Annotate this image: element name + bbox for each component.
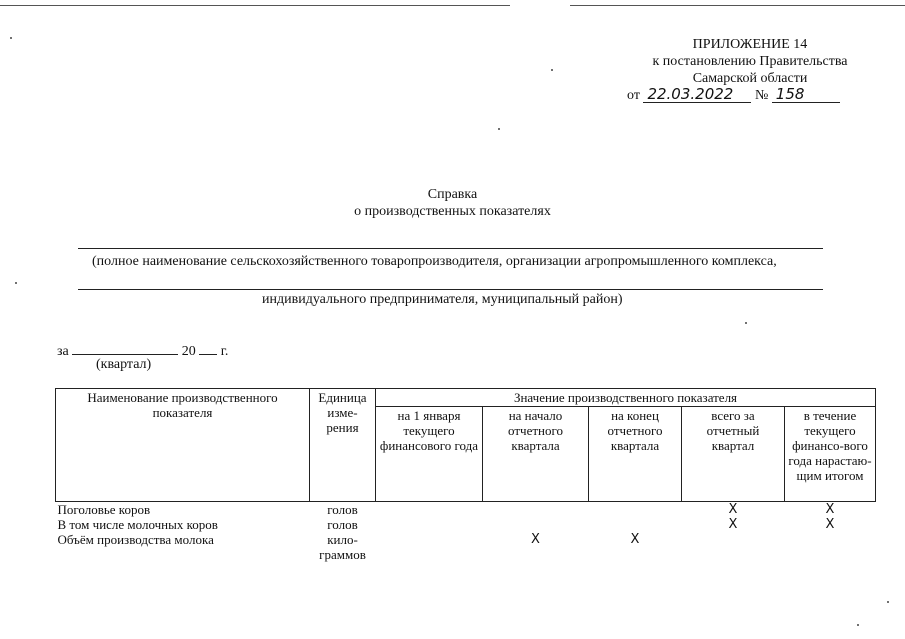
name-fill-line-1 [78,248,823,249]
appendix-decree: к постановлению Правительства [652,54,848,69]
header-value-group: Значение производственного показателя [376,389,876,407]
header-year-to-date: в течение текущего финансо-вого года нарастаю-щим итогом [785,407,876,502]
row-cell [682,532,785,562]
scan-speck [551,69,553,71]
decree-date-number [627,86,840,104]
quarter-blank [72,341,178,355]
header-unit: Единица изме-рения [310,389,376,502]
row-cell [483,502,589,518]
row-cell [785,532,876,562]
row-name: Поголовье коров [57,502,151,517]
row-cell: X [531,532,540,547]
row-unit: голов [327,502,358,517]
indicators-table [55,388,876,562]
header-indicator-name: Наименование производственного показателя [56,389,310,502]
row-cell: X [825,502,835,517]
period-suffix: г. [220,344,229,359]
row-cell [589,502,682,518]
period-prefix: за [57,344,69,359]
table-row [56,532,876,562]
name-fill-line-2 [78,289,823,290]
quarter-caption: (квартал) [96,357,152,372]
appendix-block [580,36,905,87]
decree-number: 158 [772,86,840,103]
date-prefix: от [627,88,640,103]
row-name: В том числе молочных коров [57,517,218,532]
row-unit: кило-граммов [319,532,366,562]
row-cell: X [728,517,738,532]
scan-speck [15,282,17,284]
name-caption-2: индивидуального предпринимателя, муниципальный район) [262,292,623,307]
row-cell [589,517,682,532]
row-cell: X [728,502,738,517]
header-quarter-start: на начало отчетного квартала [483,407,589,502]
header-quarter-end: на конец отчетного квартала [589,407,682,502]
scan-speck [887,601,889,603]
row-cell [376,517,483,532]
row-name: Объём производства молока [57,532,214,547]
decree-date: 22.03.2022 [643,86,751,103]
top-rule-left [0,5,510,6]
scan-speck [498,128,500,130]
document-title: Справка [427,187,478,202]
period-year: 20 [181,344,196,359]
row-unit: голов [327,517,358,532]
document-title-block [0,186,905,220]
year-blank [199,341,217,355]
row-cell [376,502,483,518]
table-row [56,502,876,518]
appendix-region: Самарской области [692,71,808,86]
top-rule-right [570,5,905,6]
row-cell: X [825,517,835,532]
row-cell [483,517,589,532]
row-cell: X [630,532,640,547]
number-prefix: № [754,88,769,103]
name-caption-1: (полное наименование сельскохозяйственного товаропроизводителя, организации агропромышленного комплекса, [92,254,777,269]
document-subtitle: о производственных показателях [354,204,551,219]
scan-speck [10,37,12,39]
scan-speck [745,322,747,324]
header-quarter-total: всего за отчетный квартал [682,407,785,502]
row-cell [376,532,483,562]
scan-speck [857,624,859,626]
appendix-title: ПРИЛОЖЕНИЕ 14 [692,37,808,52]
header-jan-1: на 1 января текущего финансового года [376,407,483,502]
table-row [56,517,876,532]
